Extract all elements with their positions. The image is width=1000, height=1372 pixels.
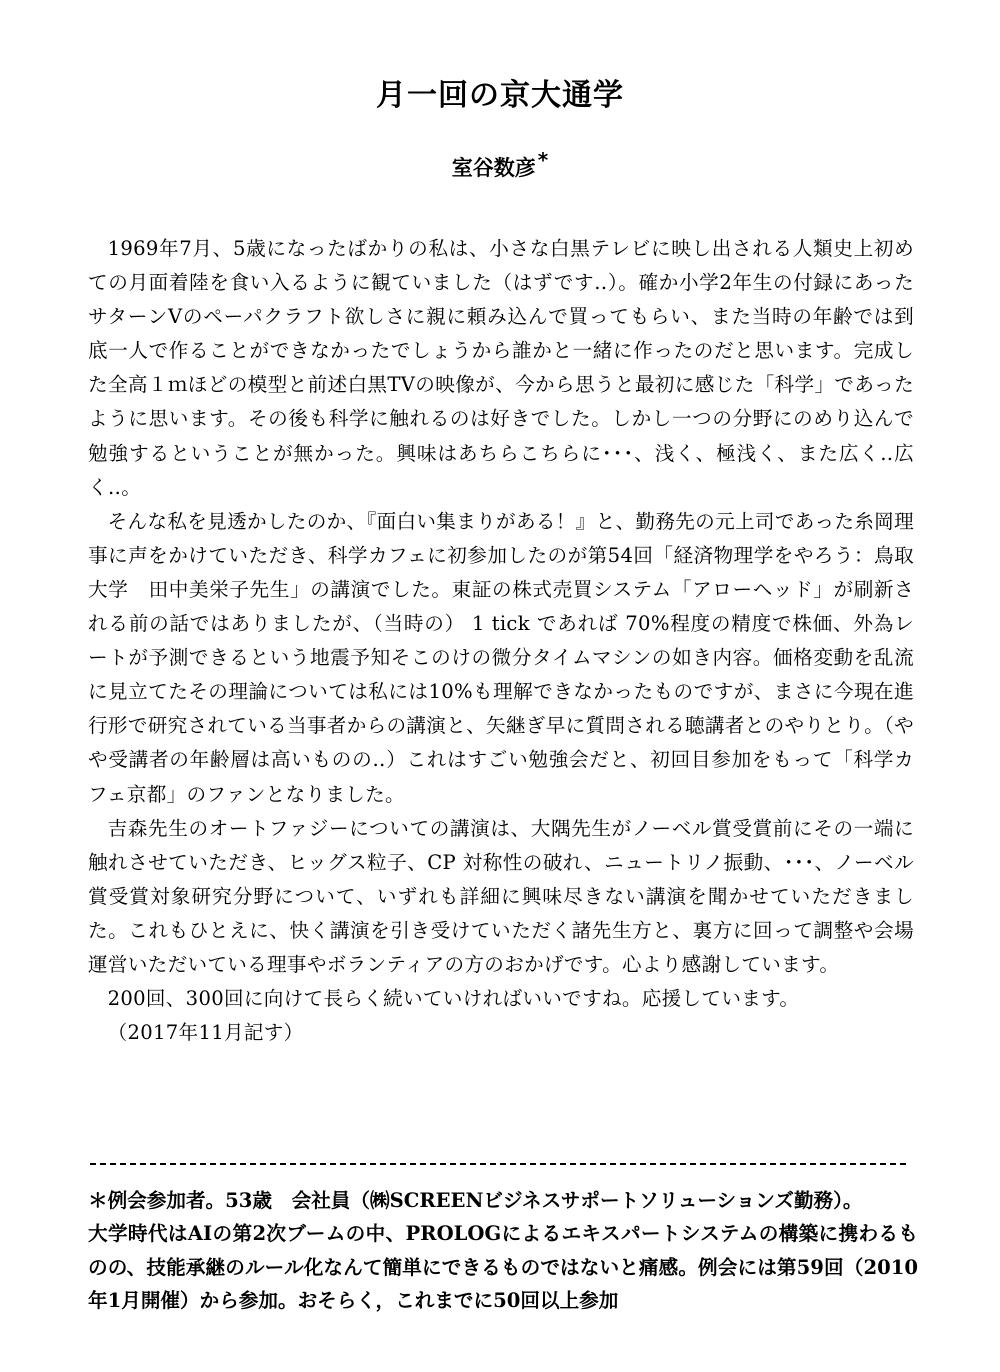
- article-signoff: （2017年11月記す）: [107, 1021, 304, 1045]
- author-footnote: [88, 1184, 918, 1317]
- body-paragraph-4: 200回、300回に向けて長らく続いていければいいですね。応援しています。: [107, 987, 800, 1011]
- article-title: 月一回の京大通学: [376, 78, 624, 113]
- body-paragraph-2: そんな私を見透かしたのか、『面白い集まりがある！』と、勤務先の元上司であった糸岡理事に声をかけていただき、科学カフェに初参加したのが第54回「経済物理学をやろう：鳥取大学 田中美栄子先生」の講演でした。東証の株式売買システム「アローヘッド」が刷新される前の話ではありましたが、（当時の） 1 tick であれば 70%程度の精度で株価、外為レートが予測できるという地震予知そこのけの微分タイムマシンの如き内容。価格変動を乱流に見立てたその理論については私には10%も理解できなかったものですが、まさに今現在進行形で研究されている当事者からの講演と、矢継ぎ早に質問される聴講者とのやりとり。（やや受講者の年齢層は高いものの‥）これはすごい勉強会だと、初回目参加をもって「科学カフェ京都」のファンとなりました。: [88, 509, 914, 806]
- article-body: [88, 232, 914, 1050]
- body-paragraph-1: 1969年7月、5歳になったばかりの私は、小さな白黒テレビに映し出される人類史上初めての月面着陸を食い入るように観ていました（はずです‥）。確か小学2年生の付録にあったサターンVのペーパクラフト欲しさに親に頼み込んで買ってもらい、また当時の年齢では到底一人で作ることができなかったでしょうから誰かと一緒に作ったのだと思います。完成した全高１ｍほどの模型と前述白黒TVの映像が、今から思うと最初に感じた「科学」であったように思います。その後も科学に触れるのは好きでした。しかし一つの分野にのめり込んで勉強するということが無かった。興味はあちらこちらに･･･、浅く、極浅く、また広く‥広く‥。: [88, 237, 914, 499]
- footnote-affiliation: ＊例会参加者。53歳 会社員（㈱SCREENビジネスサポートソリューションズ勤務）。: [88, 1189, 863, 1212]
- footnote-divider: [90, 1163, 906, 1165]
- author-name: 室谷数彦: [451, 156, 536, 180]
- footnote-line-2: [88, 1217, 918, 1317]
- author-footnote-mark: *: [537, 148, 549, 172]
- footnote-biography: 大学時代はAIの第2次ブームの中、PROLOGによるエキスパートシステムの構築に携わるものの、技能承継のルール化なんて簡単にできるものではないと痛感。例会には第59回（2010年1月開催）から参加。おそらく，これまでに50回以上参加: [88, 1222, 918, 1312]
- author-line: [0, 148, 1000, 182]
- body-paragraph-3: 吉森先生のオートファジーについての講演は、大隅先生がノーベル賞受賞前にその一端に触れさせていただき、ヒッグス粒子、CP 対称性の破れ、ニュートリノ振動、･･･、ノーベル賞受賞対象研究分野について、いずれも詳細に興味尽きない講演を聞かせていただきました。これもひとえに、快く講演を引き受けていただく諸先生方と、裏方に回って調整や会場運営いただいている理事やボランティアの方のおかげです。心より感謝しています。: [88, 816, 914, 976]
- footnote-line-1: [88, 1184, 918, 1217]
